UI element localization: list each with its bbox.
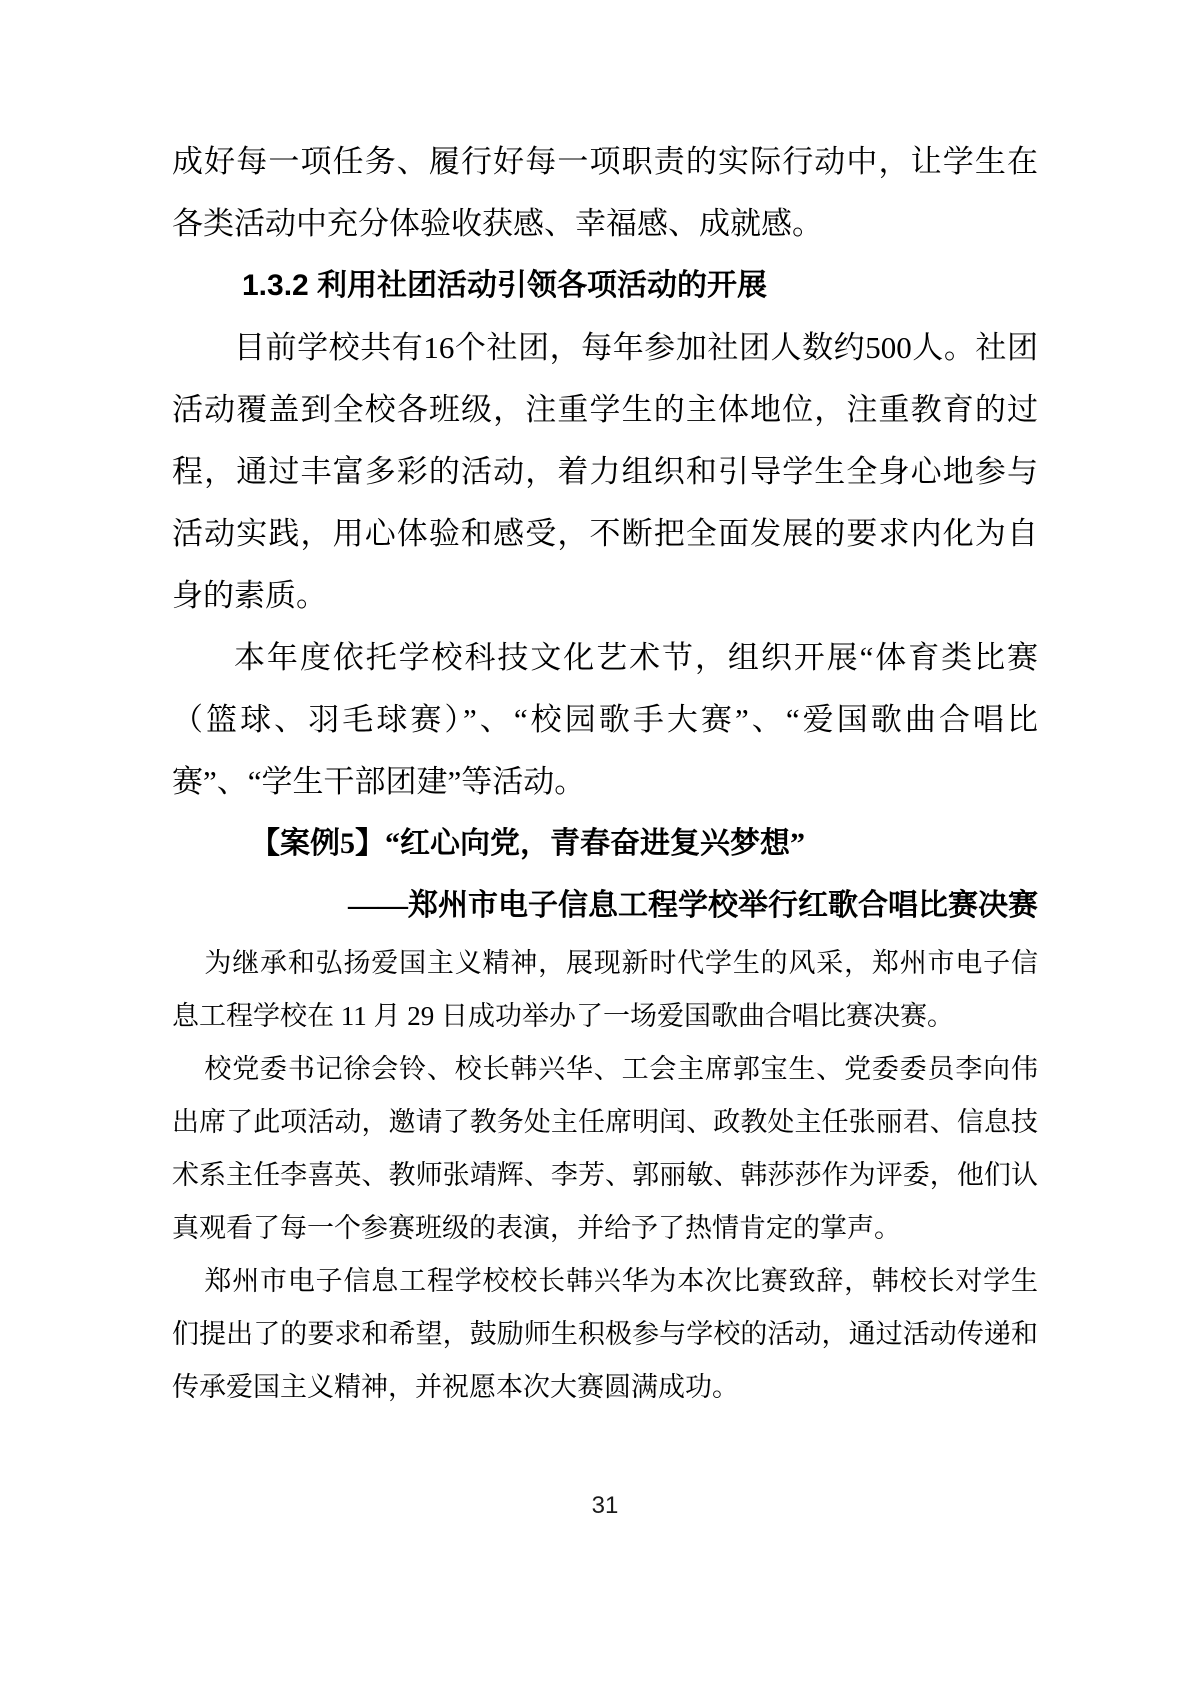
case-5-subheading: ——郑州市电子信息工程学校举行红歌合唱比赛决赛 bbox=[348, 889, 1038, 922]
case-paragraph-speech: 郑州市电子信息工程学校校长韩兴华为本次比赛致辞，韩校长对学生们提出了的要求和希望，鼓励师生积极参与学校的活动，通过活动传递和传承爱国主义精神，并祝愿本次大赛圆满成功。 bbox=[172, 1266, 1038, 1402]
case-5-heading: 【案例5】“红心向党，青春奋进复兴梦想” bbox=[250, 827, 805, 860]
case-paragraph-intro: 为继承和弘扬爱国主义精神，展现新时代学生的风采，郑州市电子信息工程学校在 11 月 29 日成功举办了一场爱国歌曲合唱比赛决赛。 bbox=[172, 948, 1038, 1031]
section-heading-1-3-2: 1.3.2 利用社团活动引领各项活动的开展 bbox=[242, 269, 768, 302]
paragraph-continuation: 成好每一项任务、履行好每一项职责的实际行动中，让学生在各类活动中充分体验收获感、幸福感、成就感。 bbox=[172, 144, 1038, 241]
page-number: 31 bbox=[591, 1492, 619, 1519]
paragraph-festival-activities: 本年度依托学校科技文化艺术节，组织开展“体育类比赛（篮球、羽毛球赛）”、“校园歌手大赛”、“爱国歌曲合唱比赛”、“学生干部团建”等活动。 bbox=[172, 640, 1038, 799]
document-body bbox=[172, 131, 1038, 1414]
case-paragraph-attendees: 校党委书记徐会铃、校长韩兴华、工会主席郭宝生、党委委员李向伟出席了此项活动，邀请了教务处主任席明闰、政教处主任张丽君、信息技术系主任李喜英、教师张靖辉、李芳、郭丽敏、韩莎莎作为评委，他们认真观看了每一个参赛班级的表演，并给予了热情肯定的掌声。 bbox=[172, 1054, 1038, 1243]
paragraph-clubs-overview: 目前学校共有16个社团，每年参加社团人数约500人。社团活动覆盖到全校各班级，注重学生的主体地位，注重教育的过程，通过丰富多彩的活动，着力组织和引导学生全身心地参与活动实践，用心体验和感受，不断把全面发展的要求内化为自身的素质。 bbox=[172, 330, 1038, 613]
